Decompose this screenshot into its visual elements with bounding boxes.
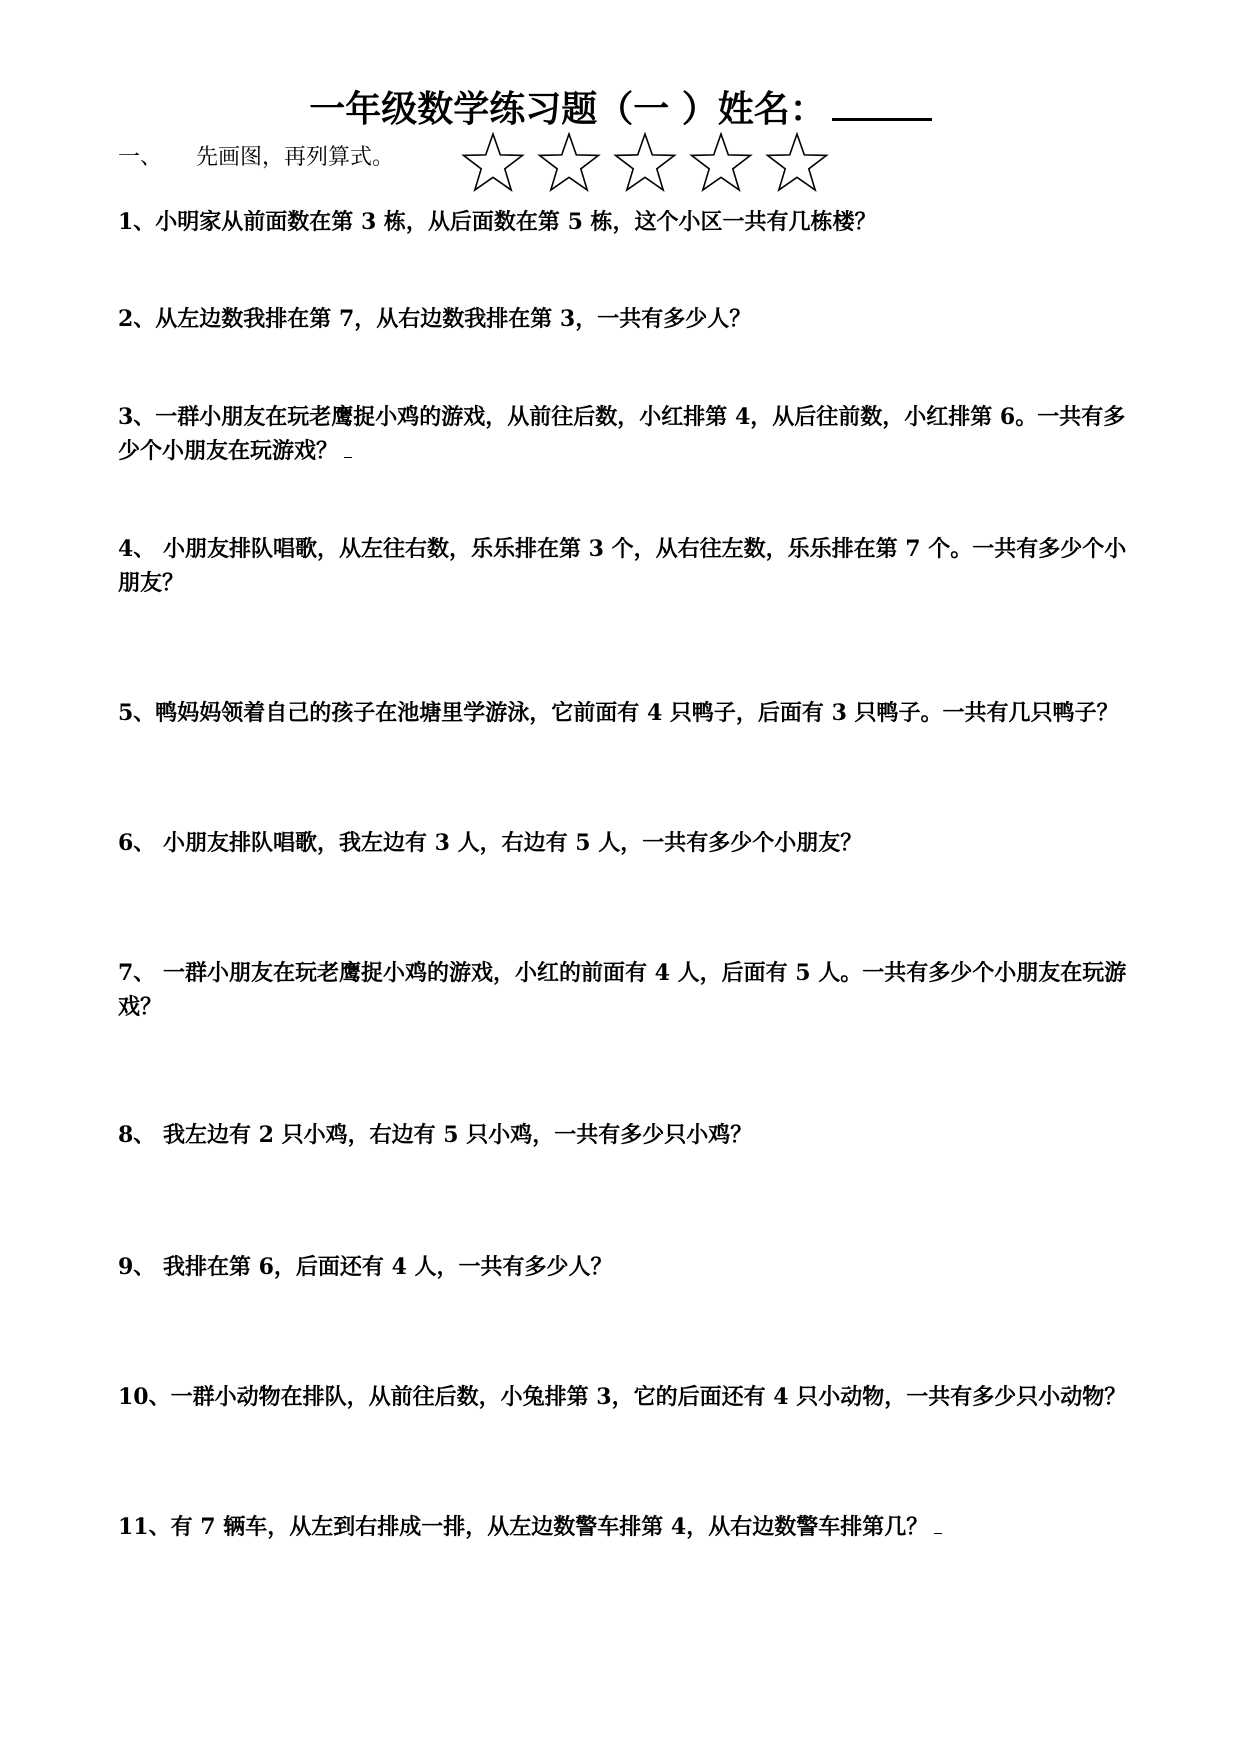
question-4: [118, 532, 1128, 600]
question-1: [118, 205, 1128, 239]
section-number: 一、: [118, 145, 163, 170]
star-icon: [688, 132, 754, 198]
name-blank[interactable]: [832, 82, 932, 121]
question-text: 5、鸭妈妈领着自己的孩子在池塘里学游泳，它前面有 4 只鸭子，后面有 3 只鸭子。一共有几只鸭子？: [118, 700, 1119, 726]
question-text: 10、一群小动物在排队，从前往后数，小兔排第 3，它的后面还有 4 只小动物，一共有多少只小动物？: [118, 1384, 1127, 1410]
question-text: 4、 小朋友排队唱歌，从左往右数，乐乐排在第 3 个，从右往左数，乐乐排在第 7 个。一共有多少个小朋友？: [118, 536, 1127, 596]
answer-blank[interactable]: [934, 1513, 942, 1534]
question-7: [118, 956, 1128, 1024]
question-text: 7、 一群小朋友在玩老鹰捉小鸡的游戏，小红的前面有 4 人，后面有 5 人。一共有多少个小朋友在玩游戏？: [118, 960, 1127, 1020]
question-text: 6、 小朋友排队唱歌，我左边有 3 人，右边有 5 人，一共有多少个小朋友？: [118, 830, 863, 856]
answer-blank[interactable]: [344, 437, 352, 458]
title-text: 一年级数学练习题（一 ）姓名：: [309, 88, 826, 130]
question-9: [118, 1250, 1128, 1284]
section-instruction: 先画图，再列算式。: [196, 145, 395, 170]
question-11: [118, 1510, 1128, 1544]
question-text: 11、有 7 辆车，从左到右排成一排，从左边数警车排第 4，从右边数警车排第几？: [118, 1514, 929, 1540]
section-heading: [118, 140, 394, 176]
question-text: 8、 我左边有 2 只小鸡，右边有 5 只小鸡，一共有多少只小鸡？: [118, 1122, 753, 1148]
star-icon: [612, 132, 678, 198]
question-6: [118, 826, 1128, 860]
star-icon: [460, 132, 526, 198]
rating-stars: [460, 132, 840, 198]
star-icon: [536, 132, 602, 198]
question-text: 1、小明家从前面数在第 3 栋，从后面数在第 5 栋，这个小区一共有几栋楼？: [118, 209, 877, 235]
question-10: [118, 1380, 1128, 1414]
page-title: [0, 82, 1241, 135]
question-text: 2、从左边数我排在第 7，从右边数我排在第 3，一共有多少人？: [118, 306, 752, 332]
question-8: [118, 1118, 1128, 1152]
question-5: [118, 696, 1128, 730]
star-icon: [764, 132, 830, 198]
question-text: 3、一群小朋友在玩老鹰捉小鸡的游戏，从前往后数，小红排第 4，从后往前数，小红排第 6。一共有多少个小朋友在玩游戏？: [118, 404, 1126, 464]
question-3: [118, 400, 1128, 468]
question-2: [118, 302, 1128, 336]
question-text: 9、 我排在第 6，后面还有 4 人，一共有多少人？: [118, 1254, 613, 1280]
